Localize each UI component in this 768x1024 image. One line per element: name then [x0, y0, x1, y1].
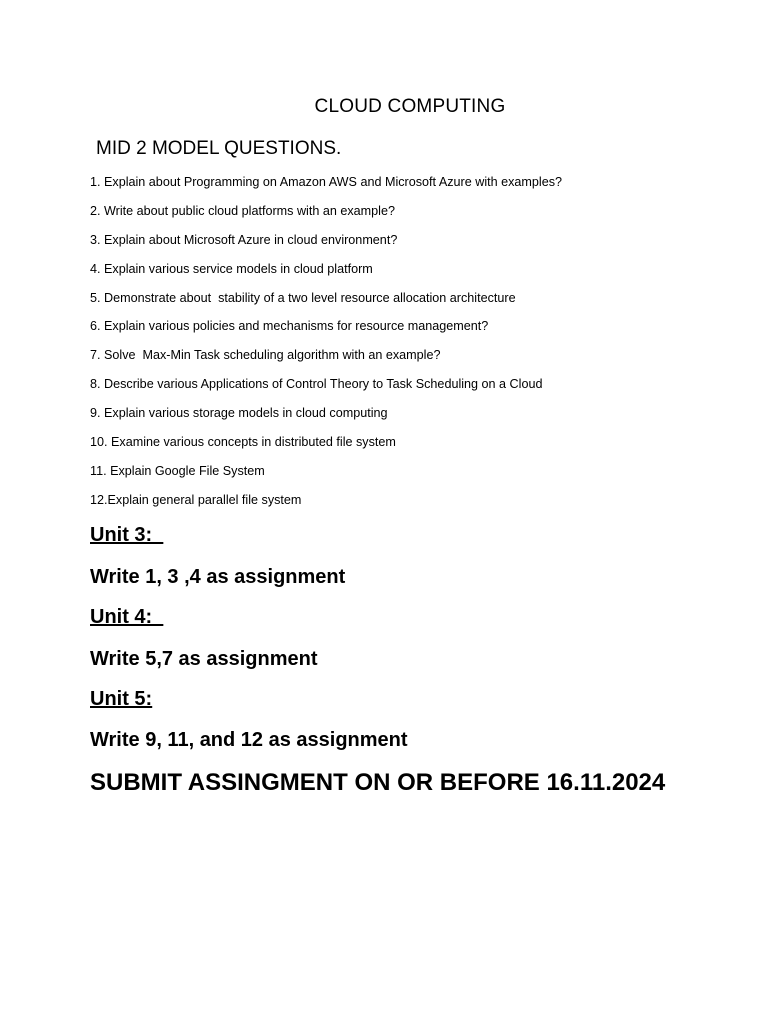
unit-3-heading: Unit 3: — [90, 524, 164, 546]
question-item: 12.Explain general parallel file system — [90, 492, 302, 507]
document-subtitle: MID 2 MODEL QUESTIONS. — [96, 138, 342, 159]
question-item: 7. Solve Max-Min Task scheduling algorithm with an example? — [90, 348, 441, 363]
unit-5-assignment: Write 9, 11, and 12 as assignment — [90, 729, 408, 751]
question-item: 8. Describe various Applications of Control Theory to Task Scheduling on a Cloud — [90, 377, 543, 392]
question-list — [90, 174, 562, 521]
question-item: 9. Explain various storage models in cloud computing — [90, 406, 388, 421]
question-item: 6. Explain various policies and mechanisms for resource management? — [90, 319, 489, 334]
question-item: 5. Demonstrate about stability of a two level resource allocation architecture — [90, 290, 516, 305]
question-item: 10. Examine various concepts in distributed file system — [90, 435, 396, 450]
unit-3-assignment: Write 1, 3 ,4 as assignment — [90, 566, 346, 588]
unit-5-heading: Unit 5: — [90, 688, 153, 710]
question-item: 11. Explain Google File System — [90, 463, 265, 478]
submission-deadline: SUBMIT ASSINGMENT ON OR BEFORE 16.11.2024 — [90, 769, 666, 796]
question-item: 2. Write about public cloud platforms with an example? — [90, 203, 395, 218]
question-item: 3. Explain about Microsoft Azure in cloud environment? — [90, 232, 398, 247]
document-title: CLOUD COMPUTING — [314, 96, 506, 117]
question-item: 1. Explain about Programming on Amazon AWS and Microsoft Azure with examples? — [90, 175, 563, 189]
unit-4-heading: Unit 4: — [90, 606, 164, 628]
unit-4-assignment: Write 5,7 as assignment — [90, 648, 318, 670]
question-item: 4. Explain various service models in cloud platform — [90, 261, 373, 276]
